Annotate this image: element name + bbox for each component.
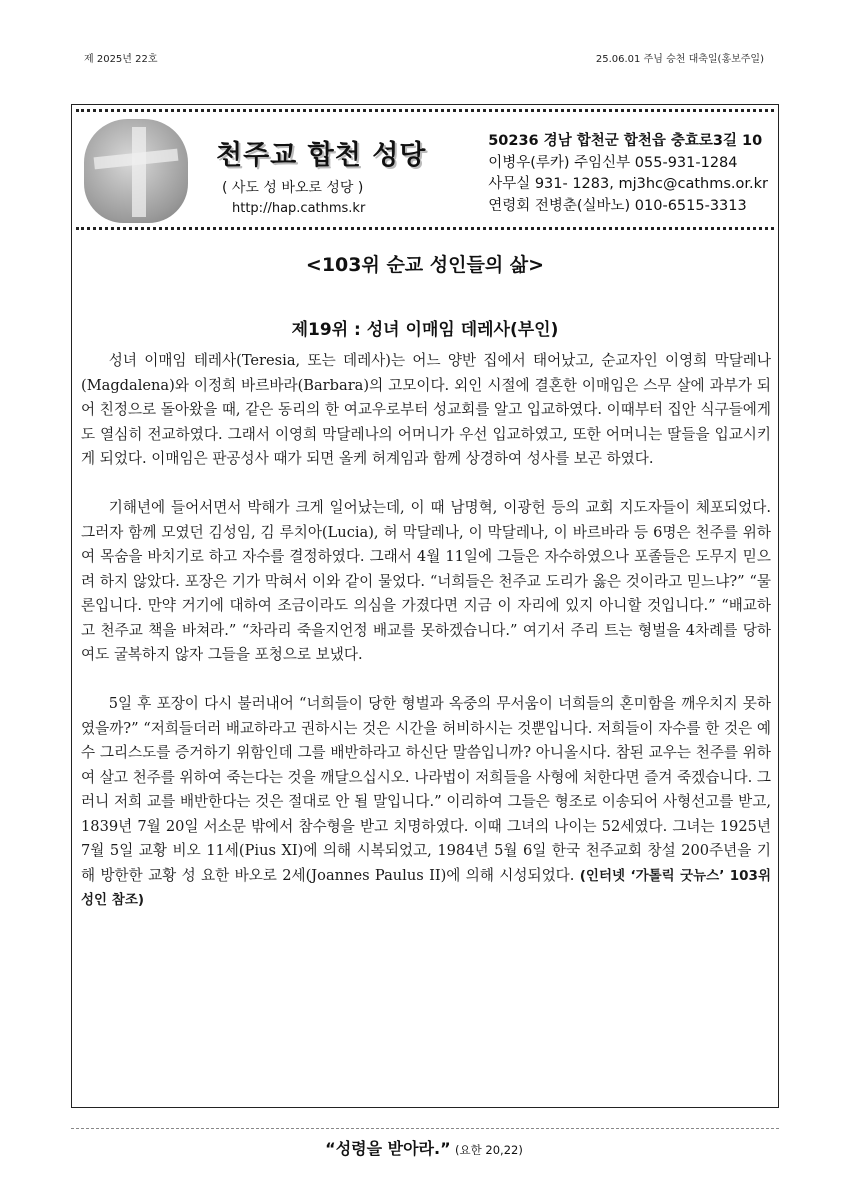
top-dotted-divider	[76, 109, 774, 112]
office-contact: 사무실 931- 1283, mj3hc@cathms.or.kr	[488, 176, 768, 192]
footer-quote: “성령을 받아라.”	[325, 1139, 451, 1158]
church-contact-info	[488, 131, 768, 217]
article-paragraph-text: 5일 후 포장이 다시 불러내어 “너희들이 당한 형벌과 옥중의 무서움이 너희들의 혼미함을 깨우치지 못하였을까?” “저희들더러 배교하라고 권하시는 것은 시간을 허비하시는 것뿐입니다. 저희들이 자수를 한 것은 예수 그리스도를 증거하기 위함인데 그를 배반하라고 하신단 말씀입니까? 아니올시다. 참된 교우는 천주를 위하여 살고 천주를 위하여 죽는다는 것을 깨달으십시오. 나라법이 저희들을 사형에 처한다면 즐겨 죽겠습니다. 그러니 저희 교를 배반한다는 것은 절대로 안 될 말입니다.” 이리하여 그들은 형조로 이송되어 사형선고를 받고, 1839년 7월 20일 서소문 밖에서 참수형을 받고 치명하였다. 이때 그녀의 나이는 52세였다. 그녀는 1925년 7월 5일 교황 비오 11세(Pius XI)에 의해 시복되었고, 1984년 5월 6일 한국 천주교회 창설 200주년을 기해 방한한 교황 성 요한 바오로 2세(Joannes Paulus II)에 의해 시성되었다.	[81, 695, 771, 884]
pastor-contact: 이병우(루카) 주임신부 055-931-1284	[488, 154, 738, 171]
church-name: 천주교 합천 성당	[216, 140, 427, 171]
church-subtitle: ( 사도 성 바오로 성당 )	[222, 180, 364, 196]
article-reference: (인터넷 ‘가톨릭 굿뉴스’ 103위 성인 참조)	[81, 867, 771, 908]
bulletin-frame	[71, 104, 779, 1108]
issue-date: 25.06.01 주님 승천 대축일(홍보주일)	[595, 54, 764, 65]
article-title: <103위 순교 성인들의 삶>	[305, 254, 545, 276]
article-paragraph-final	[81, 692, 771, 913]
article-paragraph: 성녀 이매임 테레사(Teresia, 또는 데레사)는 어느 양반 집에서 태어났고, 순교자인 이영희 막달레나(Magdalena)와 이정희 바르바라(Barbara)의 고모이다. 외인 시절에 결혼한 이매임은 스무 살에 과부가 되어 친정으로 돌아왔을 때, 같은 동리의 한 여교우로부터 성교회를 알고 입교하였다. 이때부터 집안 식구들에게도 열심히 전교하였다. 그래서 이영희 막달레나의 어머니가 우선 입교하였고, 또한 어머니는 딸들을 입교시키게 되었다. 이매임은 판공성사 때가 되면 올케 허계임과 함께 상경하여 성사를 보곤 하였다.	[81, 352, 771, 467]
church-address: 50236 경남 합천군 합천읍 충효로3길 10	[488, 133, 763, 149]
footer-dashed-divider	[71, 1128, 779, 1129]
council-contact: 연령회 전병춘(실바노) 010-6515-3313	[488, 197, 747, 214]
issue-number: 제 2025년 22호	[84, 54, 158, 65]
bulletin-header	[72, 115, 778, 225]
footer	[0, 1136, 848, 1159]
header-dotted-divider	[76, 227, 774, 230]
article-subtitle: 제19위 : 성녀 이매임 데레사(부인)	[291, 320, 559, 340]
church-logo	[84, 119, 188, 223]
cross-icon	[132, 127, 146, 217]
article-body	[81, 349, 771, 913]
footer-verse: (요한 20,22)	[455, 1143, 523, 1157]
article-paragraph: 기해년에 들어서면서 박해가 크게 일어났는데, 이 때 남명혁, 이광헌 등의 교회 지도자들이 체포되었다. 그러자 함께 모였던 김성임, 김 루치아(Lucia), 허 막달레나, 이 막달레나, 이 바르바라 등 6명은 천주를 위하여 목숨을 바치기로 하고 자수를 결정하였다. 그래서 4월 11일에 그들은 자수하였으나 포졸들은 도무지 믿으려 하지 않았다. 포장은 기가 막혀서 이와 같이 물었다. “너희들은 천주교 도리가 옳은 것이라고 믿느냐?” “물론입니다. 만약 거기에 대하여 조금이라도 의심을 가졌다면 지금 이 자리에 있지 아니할 것입니다.” “배교하고 천주교 책을 바쳐라.” “차라리 죽을지언정 배교를 못하겠습니다.” 여기서 주리 트는 형벌을 4차례를 당하여도 굴복하지 않자 그들을 포청으로 보냈다.	[81, 499, 771, 663]
church-url[interactable]: http://hap.cathms.kr	[232, 201, 366, 216]
